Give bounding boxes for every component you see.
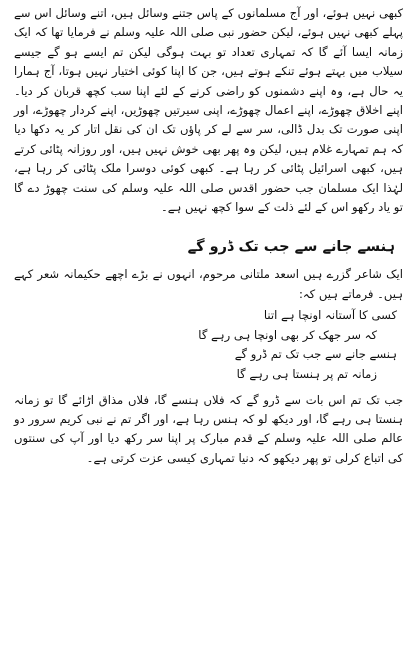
poem-verse-4: زمانہ تم پر ہنستا ہی رہے گا (236, 367, 377, 382)
paragraph-intro: کبھی نہیں ہوئے، اور آج مسلمانوں کے پاس جتنے وسائل ہیں، اتنے وسائل اس سے پہلے کبھی نہیں ہوئے، لیکن حضور نبی صلی اللہ علیہ وسلم نے فرمایا تھا کہ ایک زمانہ ایسا آئے گا کہ تمہاری تعداد تو بہت ہوگی لیکن تم ایسے ہو گے جیسے سیلاب میں بہتے ہوئے تنکے ہوتے ہیں، جن کا اپنا کوئی اختیار نہیں ہوتا، آج ہمارا یہ حال ہے، وہ اپنے دشمنوں کو راضی کرنے کے لئے اپنا سب کچھ قربان کر دیا۔ اپنے اخلاق چھوڑے، اپنے اعمال چھوڑے، اپنی سیرتیں چھوڑیں، اپنے کردار چھوڑے، اور اپنی صورت تک بدل ڈالی، سر سے لے کر پاؤں تک ان کی نقل اتار کر یہ دکھا دیا کہ ہم تمہارے غلام ہیں، لیکن وہ پھر بھی خوش نہیں ہیں، اور روزانہ پٹائی کرتے ہیں، کبھی اسرائیل پٹائی کر رہا ہے۔ کبھی کوئی دوسرا ملک پٹائی کر رہا ہے، لہٰذا ایک مسلمان جب حضور اقدس صلی اللہ علیہ وسلم کی سنت چھوڑ دے گا تو یاد رکھو اس کے لئے ذلت کے سوا کچھ نہیں ہے۔ (14, 6, 403, 215)
paragraph-conclusion: جب تک تم اس بات سے ڈرو گے کہ فلاں ہنسے گا، فلاں مذاق اڑائے گا تو زمانہ ہنستا ہی رہے گا، اور دیکھ لو کہ ہنس رہا ہے، اور اگر تم نے نبی کریم سرور دو عالم صلی اللہ علیہ وسلم کے قدم مبارک پر اپنا سر رکھ دیا اور آپ کی سنتوں کی اتباع کرلی تو پھر دیکھو کہ دنیا تمہاری کیسی عزت کرتی ہے۔ (14, 392, 403, 465)
poem-block (14, 306, 403, 384)
poem-verse-1: کسی کا آستانہ اونچا ہے اتنا (263, 308, 397, 323)
poem-verse-2: کہ سر جھک کر بھی اونچا ہی رہے گا (198, 327, 377, 342)
poem-verse-3: ہنسے جانے سے جب تک تم ڈرو گے (234, 347, 397, 362)
paragraph-poet-intro: ایک شاعر گزرے ہیں اسعد ملتانی مرحوم، انہوں نے بڑے اچھے حکیمانہ شعر کہے ہیں۔ فرماتے ہیں کہ: (14, 267, 403, 301)
section-heading: ہنسے جانے سے جب تک ڈرو گے (187, 239, 395, 256)
